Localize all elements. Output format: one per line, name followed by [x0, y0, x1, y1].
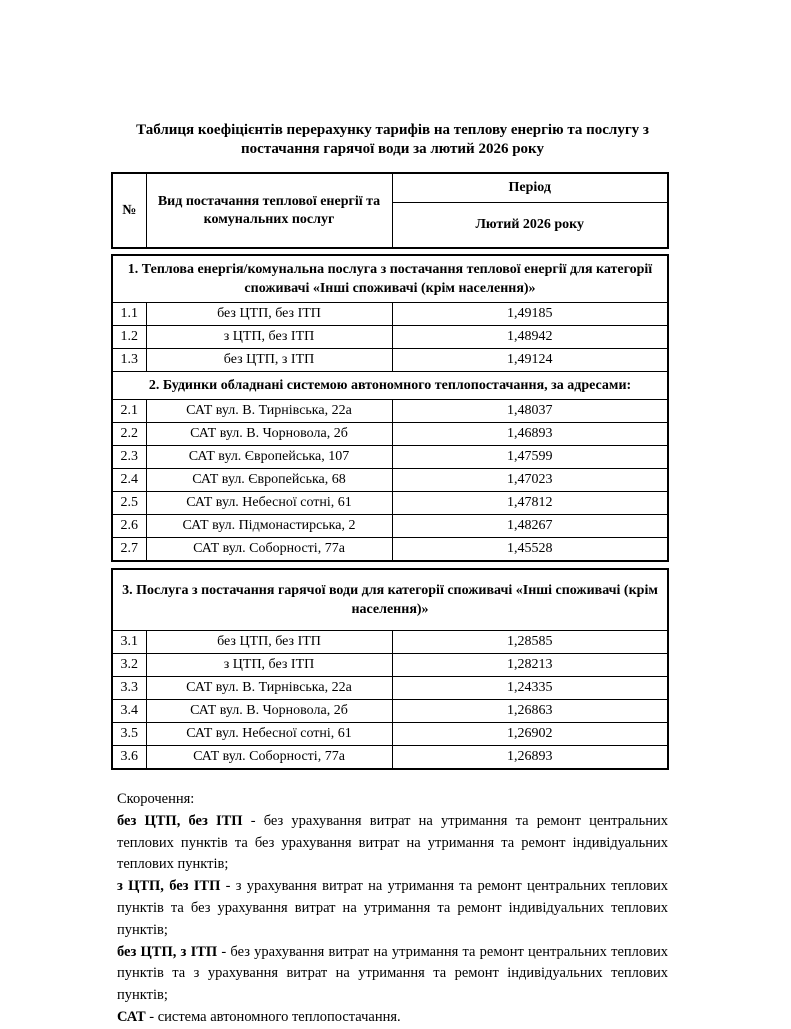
row-coefficient-value: 1,48267: [392, 515, 668, 538]
row-service-label: САТ вул. В. Тирнівська, 22а: [146, 400, 392, 423]
abbreviations-heading: Скорочення:: [117, 791, 195, 807]
table-row: [112, 515, 668, 538]
section-header: 3. Послуга з постачання гарячої води для категорії споживачі «Інші споживачі (крім населення)»: [112, 569, 668, 631]
row-service-label: САТ вул. Європейська, 107: [146, 446, 392, 469]
row-number: 3.6: [112, 746, 146, 770]
row-number: 3.3: [112, 677, 146, 700]
row-number: 2.6: [112, 515, 146, 538]
row-number: 1.3: [112, 349, 146, 372]
row-service-label: САТ вул. Соборності, 77а: [146, 538, 392, 562]
row-number: 1.2: [112, 326, 146, 349]
table-row: [112, 303, 668, 326]
row-coefficient-value: 1,46893: [392, 423, 668, 446]
row-number: 2.3: [112, 446, 146, 469]
section-header-row: [112, 255, 668, 303]
row-number: 2.4: [112, 469, 146, 492]
table-row: [112, 469, 668, 492]
row-coefficient-value: 1,24335: [392, 677, 668, 700]
row-coefficient-value: 1,28585: [392, 631, 668, 654]
section-header-row: [112, 569, 668, 631]
row-coefficient-value: 1,28213: [392, 654, 668, 677]
row-service-label: САТ вул. Небесної сотні, 61: [146, 723, 392, 746]
abbreviations-list: [117, 811, 668, 1029]
row-number: 2.2: [112, 423, 146, 446]
abbreviation-item: [117, 876, 668, 941]
section-tables: [111, 254, 674, 770]
table-row: [112, 446, 668, 469]
row-coefficient-value: 1,48942: [392, 326, 668, 349]
tariff-header-table: [111, 172, 669, 249]
row-service-label: САТ вул. В. Чорновола, 2б: [146, 700, 392, 723]
tariff-section-table: [111, 254, 669, 562]
section-header-row: [112, 372, 668, 400]
table-row: [112, 700, 668, 723]
row-number: 3.4: [112, 700, 146, 723]
row-number: 2.1: [112, 400, 146, 423]
section-header: 1. Теплова енергія/комунальна послуга з постачання теплової енергії для категорії споживачі «Інші споживачі (крім населення)»: [112, 255, 668, 303]
abbreviation-term: без ЦТП, з ІТП: [117, 943, 218, 960]
row-number: 3.2: [112, 654, 146, 677]
row-coefficient-value: 1,49124: [392, 349, 668, 372]
row-number: 2.7: [112, 538, 146, 562]
table-row: [112, 677, 668, 700]
abbreviation-item: [117, 1007, 668, 1029]
table-row: [112, 400, 668, 423]
abbreviation-definition: - з урахування витрат на утримання та ремонт центральних теплових пунктів та без урахування витрат на утримання та ремонт індивідуальних теплових пунктів;: [117, 878, 668, 938]
row-coefficient-value: 1,26893: [392, 746, 668, 770]
row-number: 3.5: [112, 723, 146, 746]
row-coefficient-value: 1,47599: [392, 446, 668, 469]
table-row: [112, 654, 668, 677]
row-service-label: без ЦТП, без ІТП: [146, 303, 392, 326]
row-service-label: САТ вул. Соборності, 77а: [146, 746, 392, 770]
row-service-label: з ЦТП, без ІТП: [146, 654, 392, 677]
section-header: 2. Будинки обладнані системою автономного теплопостачання, за адресами:: [112, 372, 668, 400]
table-row: [112, 746, 668, 770]
row-coefficient-value: 1,47812: [392, 492, 668, 515]
table-row: [112, 631, 668, 654]
column-header-number: №: [112, 173, 146, 248]
table-row: [112, 492, 668, 515]
row-coefficient-value: 1,47023: [392, 469, 668, 492]
table-row: [112, 423, 668, 446]
header-row-top: [112, 173, 668, 203]
row-coefficient-value: 1,45528: [392, 538, 668, 562]
table-row: [112, 723, 668, 746]
row-service-label: САТ вул. Небесної сотні, 61: [146, 492, 392, 515]
row-coefficient-value: 1,48037: [392, 400, 668, 423]
table-row: [112, 538, 668, 562]
row-service-label: САТ вул. В. Тирнівська, 22а: [146, 677, 392, 700]
abbreviation-term: САТ: [117, 1008, 146, 1025]
abbreviation-definition: - без урахування витрат на утримання та ремонт центральних теплових пунктів та з урахування витрат на утримання та ремонт індивідуальних теплових пунктів;: [117, 943, 668, 1004]
column-header-month: Лютий 2026 року: [392, 203, 668, 249]
row-coefficient-value: 1,26863: [392, 700, 668, 723]
row-coefficient-value: 1,26902: [392, 723, 668, 746]
row-service-label: САТ вул. Європейська, 68: [146, 469, 392, 492]
abbreviation-item: [117, 942, 668, 1007]
row-service-label: з ЦТП, без ІТП: [146, 326, 392, 349]
abbreviation-definition: - без урахування витрат на утримання та ремонт центральних теплових пунктів та без урахування витрат на утримання та ремонт індивідуальних теплових пунктів;: [117, 812, 669, 873]
row-number: 1.1: [112, 303, 146, 326]
row-service-label: САТ вул. В. Чорновола, 2б: [146, 423, 392, 446]
table-row: [112, 326, 668, 349]
column-header-service-kind: Вид постачання теплової енергії та комунальних послуг: [146, 173, 392, 248]
abbreviation-item: [117, 811, 668, 876]
abbreviations-block: [117, 789, 668, 1029]
row-service-label: без ЦТП, без ІТП: [146, 631, 392, 654]
table-row: [112, 349, 668, 372]
column-header-period: Період: [392, 173, 668, 203]
row-number: 2.5: [112, 492, 146, 515]
abbreviation-definition: - система автономного теплопостачання.: [149, 1008, 401, 1025]
tariff-section-table: [111, 568, 669, 770]
row-service-label: САТ вул. Підмонастирська, 2: [146, 515, 392, 538]
abbreviation-term: з ЦТП, без ІТП: [117, 878, 221, 895]
row-coefficient-value: 1,49185: [392, 303, 668, 326]
abbreviation-term: без ЦТП, без ІТП: [117, 812, 243, 829]
row-service-label: без ЦТП, з ІТП: [146, 349, 392, 372]
document-title: Таблиця коефіцієнтів перерахунку тарифів на теплову енергію та послугу з постачання гарячої води за лютий 2026 року: [136, 122, 649, 157]
row-number: 3.1: [112, 631, 146, 654]
